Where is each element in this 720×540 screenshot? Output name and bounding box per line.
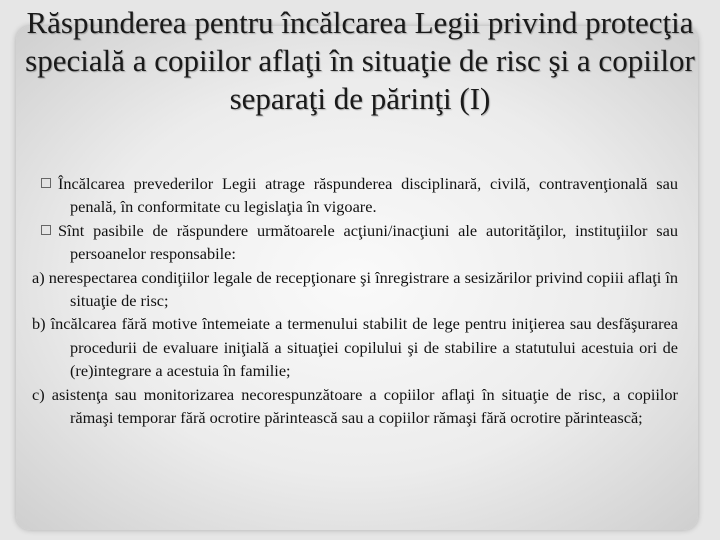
bullet-text: Încălcarea prevederilor Legii atrage răspunderea disciplinară, civilă, contravenţională sau penală, în conformitate cu legislaţia în vigoare. (58, 174, 678, 217)
list-item-text: încălcarea fără motive întemeiate a termenului stabilit de lege pentru iniţierea sau desfăşurarea procedurii de evaluare iniţială a situaţiei copilului şi de stabilire a statutului acestuia ori de (re)integrare a acestuia în familie; (50, 314, 678, 381)
list-item-text: asistenţa sau monitorizarea necorespunzătoare a copiilor aflaţi în situaţie de risc, a copiilor rămaşi temporar fără ocrotire părintească sau a copiilor rămaşi fără ocrotire părintească; (51, 384, 678, 428)
square-bullet-icon (41, 225, 51, 235)
square-bullet-icon (41, 178, 51, 188)
list-item (32, 312, 678, 382)
bullet-text: Sînt pasibile de răspundere următoarele acţiuni/inacţiuni ale autorităţilor, instituţiilor sau persoanelor responsabile: (58, 220, 678, 264)
list-marker: c) (32, 384, 45, 404)
list-item (32, 383, 678, 430)
bullet-paragraph (32, 172, 678, 219)
list-marker: a) (32, 267, 45, 287)
slide-body (32, 172, 678, 429)
bullet-paragraph (32, 219, 678, 266)
list-item-text: nerespectarea condiţiilor legale de recepţionare şi înregistrare a sesizărilor privind copiii aflaţi în situaţie de risc; (48, 267, 678, 311)
list-marker: b) (32, 314, 46, 334)
list-item (32, 266, 678, 313)
slide-title: Răspunderea pentru încălcarea Legii privind protecţia specială a copiilor aflaţi în situaţie de risc şi a copiilor separaţi de părinţi (I) (25, 5, 695, 116)
